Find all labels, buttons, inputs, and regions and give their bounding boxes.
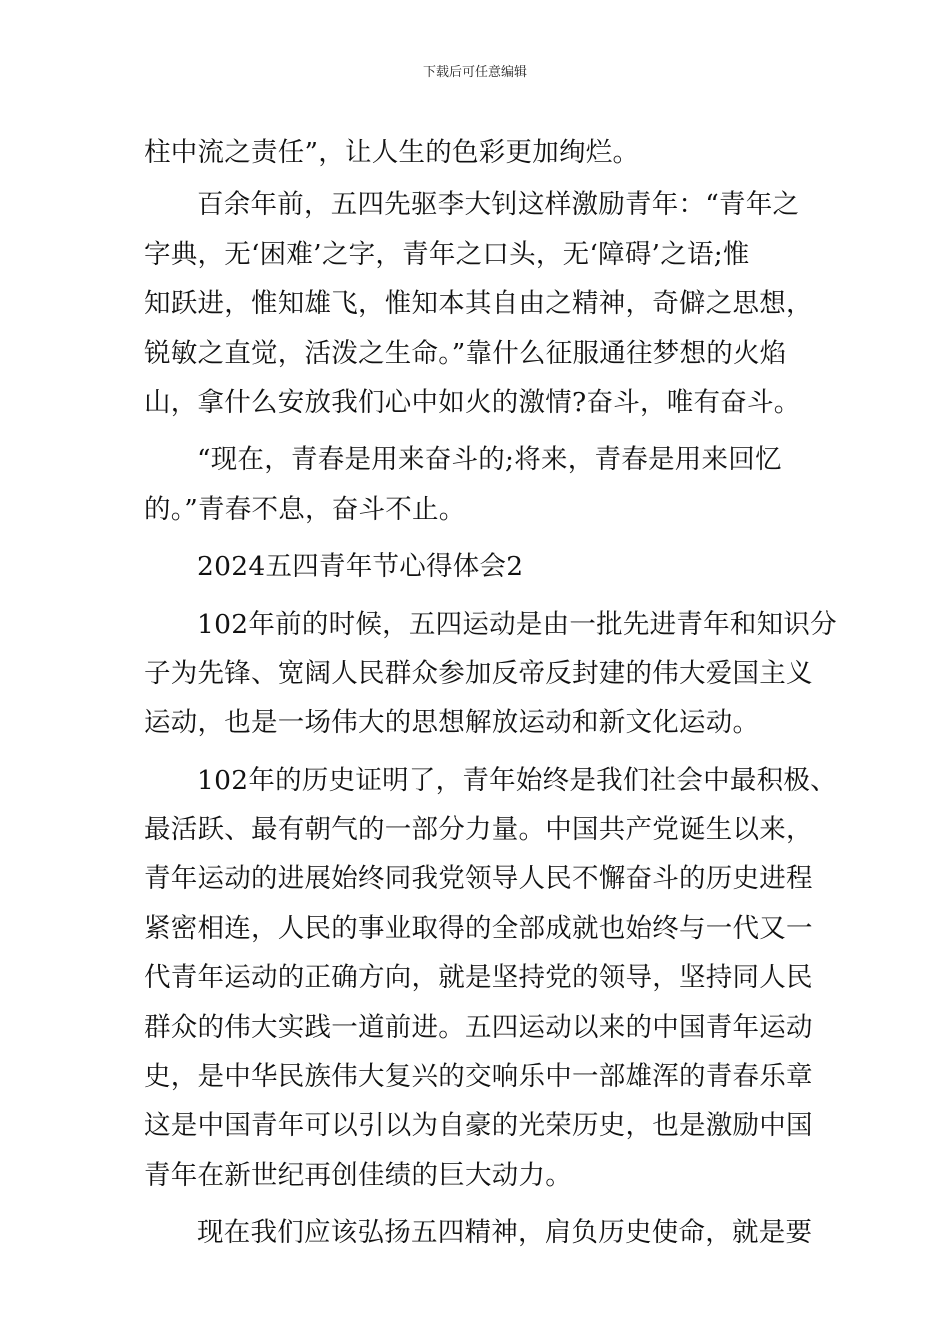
text-line: 青年运动的进展始终同我党领导人民不懈奋斗的历史进程 <box>144 863 813 895</box>
paragraph <box>144 600 837 748</box>
text-line: 山，拿什么安放我们心中如火的激情?奋斗，唯有奋斗。 <box>144 386 801 418</box>
text-line: 运动，也是一场伟大的思想解放运动和新文化运动。 <box>144 707 760 739</box>
heading-line: 2024五四青年节心得体会2 <box>197 551 524 583</box>
text-line: 最活跃、最有朝气的一部分力量。中国共产党诞生以来， <box>144 814 813 846</box>
section-heading <box>144 542 806 591</box>
text-line: 子为先锋、宽阔人民群众参加反帝反封建的伟大爱国主义 <box>144 657 813 689</box>
text-line: 代青年运动的正确方向，就是坚持党的领导，坚持同人民 <box>144 962 813 994</box>
text-line: 102年的历史证明了，青年始终是我们社会中最积极、 <box>197 764 837 796</box>
text-line: 这是中国青年可以引以为自豪的光荣历史，也是激励中国 <box>144 1110 813 1142</box>
paragraph <box>144 756 837 1201</box>
text-line: 现在我们应该弘扬五四精神，肩负历史使命，就是要 <box>197 1217 813 1249</box>
text-line: 紧密相连，人民的事业取得的全部成就也始终与一代又一 <box>144 912 813 944</box>
text-line: 的。”青春不息，奋斗不止。 <box>144 493 466 525</box>
text-line: 锐敏之直觉，活泼之生命。”靠什么征服通往梦想的火焰 <box>144 337 787 369</box>
text-line: 百余年前，五四先驱李大钊这样激励青年：“青年之 <box>197 189 800 221</box>
text-line: 史，是中华民族伟大复兴的交响乐中一部雄浑的青春乐章 <box>144 1061 813 1093</box>
document-body <box>144 128 837 1258</box>
paragraph <box>144 180 813 427</box>
text-line: 柱中流之责任”，让人生的色彩更加绚烂。 <box>144 137 640 168</box>
page-header: 下载后可任意编辑 <box>422 65 527 80</box>
paragraph <box>144 435 806 534</box>
text-line: 青年在新世纪再创佳绩的巨大动力。 <box>144 1159 572 1191</box>
text-line: 字典，无‘困难’之字，青年之口头，无‘障碍’之语;惟 <box>144 238 750 270</box>
text-line: 知跃进，惟知雄飞，惟知本其自由之精神，奇僻之思想， <box>144 288 813 320</box>
paragraph <box>144 128 806 177</box>
text-line: 102年前的时候，五四运动是由一批先进青年和知识分 <box>197 608 837 640</box>
text-line: “现在，青春是用来奋斗的;将来，青春是用来回忆 <box>197 444 782 476</box>
text-line: 群众的伟大实践一道前进。五四运动以来的中国青年运动 <box>144 1011 813 1043</box>
paragraph <box>144 1208 813 1257</box>
